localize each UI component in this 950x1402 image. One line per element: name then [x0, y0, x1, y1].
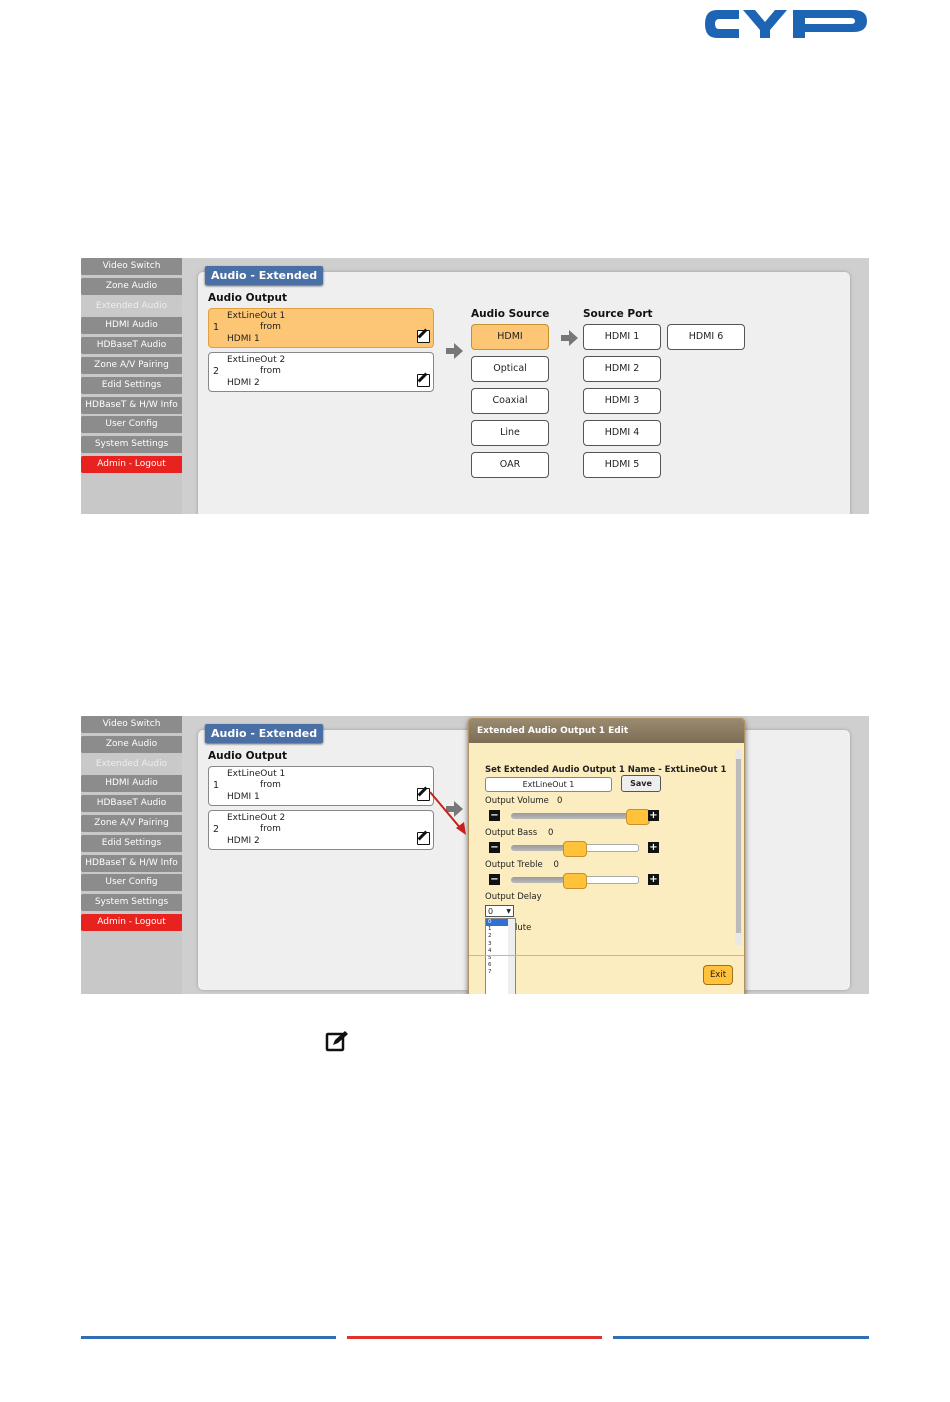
volume-slider-thumb[interactable] [626, 809, 650, 825]
output-source: HDMI 2 [227, 836, 260, 846]
output-from: from [260, 322, 281, 332]
audio-source-label: Audio Source [471, 308, 550, 320]
delay-option[interactable]: 2 [488, 933, 492, 940]
dropdown-scrollbar[interactable] [508, 919, 515, 994]
sidebar-item-user-config[interactable]: User Config [81, 874, 182, 891]
output-name: ExtLineOut 2 [227, 813, 286, 823]
output-number: 2 [213, 366, 220, 377]
output-row-1[interactable] [208, 308, 434, 348]
sidebar-item-zone-audio[interactable]: Zone Audio [81, 736, 182, 753]
sidebar-item-zone-audio[interactable]: Zone Audio [81, 278, 182, 295]
sidebar-item-hdmi-audio[interactable]: HDMI Audio [81, 317, 182, 334]
footer-bar-right [613, 1336, 869, 1339]
sidebar-item-hdbaset-hw-info[interactable]: HDBaseT & H/W Info [81, 397, 182, 414]
edit-icon [325, 1030, 349, 1052]
dialog-divider [469, 955, 744, 956]
sidebar-item-video-switch[interactable]: Video Switch [81, 716, 182, 733]
chevron-down-icon: ▼ [506, 908, 511, 915]
edit-output-dialog [468, 718, 745, 994]
delay-dropdown-list [485, 918, 516, 994]
sidebar-item-extended-audio[interactable]: Extended Audio [81, 756, 182, 773]
bass-minus-button[interactable]: − [490, 842, 499, 853]
source-port-hdmi-2[interactable]: HDMI 2 [583, 356, 661, 382]
source-port-hdmi-5[interactable]: HDMI 5 [583, 452, 661, 478]
delay-option[interactable]: 5 [488, 955, 492, 962]
delay-option[interactable]: 3 [488, 940, 492, 947]
footer-bar-center [347, 1336, 602, 1339]
save-button[interactable]: Save [621, 775, 661, 792]
delay-select-value: 0 [488, 907, 494, 916]
output-name-input[interactable]: ExtLineOut 1 [485, 777, 612, 792]
exit-button[interactable]: Exit [703, 965, 733, 985]
footer-bar-left [81, 1336, 336, 1339]
treble-label-text: Output Treble [485, 860, 543, 870]
output-from: from [260, 366, 281, 376]
volume-value: 0 [556, 796, 563, 806]
delay-option[interactable]: 1 [488, 926, 492, 933]
output-number: 1 [213, 322, 220, 333]
source-port-hdmi-1[interactable]: HDMI 1 [583, 324, 661, 350]
sidebar-item-system-settings[interactable]: System Settings [81, 894, 182, 911]
sidebar-item-video-switch[interactable]: Video Switch [81, 258, 182, 275]
audio-source-line[interactable]: Line [471, 420, 549, 446]
bass-plus-button[interactable]: + [649, 842, 658, 853]
sidebar-item-extended-audio[interactable]: Extended Audio [81, 298, 182, 315]
sidebar-item-zone-av-pairing[interactable]: Zone A/V Pairing [81, 815, 182, 832]
treble-minus-button[interactable]: − [490, 874, 499, 885]
sidebar-item-zone-av-pairing[interactable]: Zone A/V Pairing [81, 357, 182, 374]
edit-icon[interactable] [417, 330, 430, 343]
treble-slider-thumb[interactable] [563, 873, 587, 889]
output-number: 1 [213, 780, 220, 791]
screenshot-audio-extended [81, 258, 869, 514]
bass-label [485, 828, 553, 838]
scrollbar-thumb[interactable] [736, 759, 741, 933]
delay-option[interactable]: 4 [488, 947, 492, 954]
panel-title: Audio - Extended [205, 724, 323, 743]
delay-option[interactable]: 6 [488, 962, 492, 969]
output-source: HDMI 1 [227, 792, 260, 802]
arrow-right-icon [454, 343, 463, 359]
source-port-hdmi-6[interactable]: HDMI 6 [667, 324, 745, 350]
output-source: HDMI 2 [227, 378, 260, 388]
dialog-title: Extended Audio Output 1 Edit [469, 719, 744, 743]
output-name: ExtLineOut 1 [227, 769, 286, 779]
source-port-hdmi-4[interactable]: HDMI 4 [583, 420, 661, 446]
panel-title: Audio - Extended [205, 266, 323, 285]
bass-value: 0 [547, 828, 554, 838]
audio-source-coaxial[interactable]: Coaxial [471, 388, 549, 414]
cyp-logo [703, 6, 871, 42]
sidebar-item-edid-settings[interactable]: Edid Settings [81, 835, 182, 852]
output-row-1[interactable] [208, 766, 434, 806]
sidebar-item-edid-settings[interactable]: Edid Settings [81, 377, 182, 394]
audio-output-label: Audio Output [208, 750, 288, 762]
volume-slider-track[interactable] [511, 813, 637, 819]
mute-label: lute [515, 923, 532, 933]
delay-label: Output Delay [485, 892, 542, 902]
volume-label-text: Output Volume [485, 796, 549, 806]
sidebar-item-system-settings[interactable]: System Settings [81, 436, 182, 453]
treble-value: 0 [553, 860, 559, 870]
output-row-2[interactable] [208, 352, 434, 392]
treble-label [485, 860, 559, 870]
delay-option[interactable]: 7 [488, 969, 492, 976]
sidebar-item-admin-logout[interactable]: Admin - Logout [81, 914, 182, 931]
sidebar [81, 258, 182, 476]
treble-plus-button[interactable]: + [649, 874, 658, 885]
sidebar-item-user-config[interactable]: User Config [81, 416, 182, 433]
volume-minus-button[interactable]: − [490, 810, 499, 821]
sidebar-item-hdbaset-audio[interactable]: HDBaseT Audio [81, 795, 182, 812]
sidebar-item-hdbaset-audio[interactable]: HDBaseT Audio [81, 337, 182, 354]
sidebar-item-admin-logout[interactable]: Admin - Logout [81, 456, 182, 473]
output-name: ExtLineOut 2 [227, 355, 286, 365]
audio-source-optical[interactable]: Optical [471, 356, 549, 382]
edit-icon[interactable] [417, 374, 430, 387]
output-from: from [260, 824, 281, 834]
volume-plus-button[interactable]: + [649, 810, 658, 821]
audio-source-hdmi[interactable]: HDMI [471, 324, 549, 350]
volume-label [485, 796, 562, 806]
sidebar [81, 716, 182, 934]
bass-label-text: Output Bass [485, 828, 538, 838]
source-port-hdmi-3[interactable]: HDMI 3 [583, 388, 661, 414]
sidebar-item-hdmi-audio[interactable]: HDMI Audio [81, 775, 182, 792]
output-row-2[interactable] [208, 810, 434, 850]
red-arrow-icon [428, 790, 468, 836]
arrow-right-icon [569, 330, 578, 346]
bass-slider-thumb[interactable] [563, 841, 587, 857]
sidebar-item-hdbaset-hw-info[interactable]: HDBaseT & H/W Info [81, 855, 182, 872]
screenshot-audio-extended-edit [81, 716, 869, 994]
delay-option[interactable]: 0 [486, 919, 515, 926]
delay-select[interactable] [485, 905, 514, 917]
output-source: HDMI 1 [227, 334, 260, 344]
output-from: from [260, 780, 281, 790]
audio-source-oar[interactable]: OAR [471, 452, 549, 478]
dialog-scrollbar[interactable] [735, 749, 742, 945]
name-label: Set Extended Audio Output 1 Name - ExtLineOut 1 [485, 765, 727, 775]
source-port-label: Source Port [583, 308, 653, 320]
output-number: 2 [213, 824, 220, 835]
audio-output-label: Audio Output [208, 292, 288, 304]
output-name: ExtLineOut 1 [227, 311, 286, 321]
